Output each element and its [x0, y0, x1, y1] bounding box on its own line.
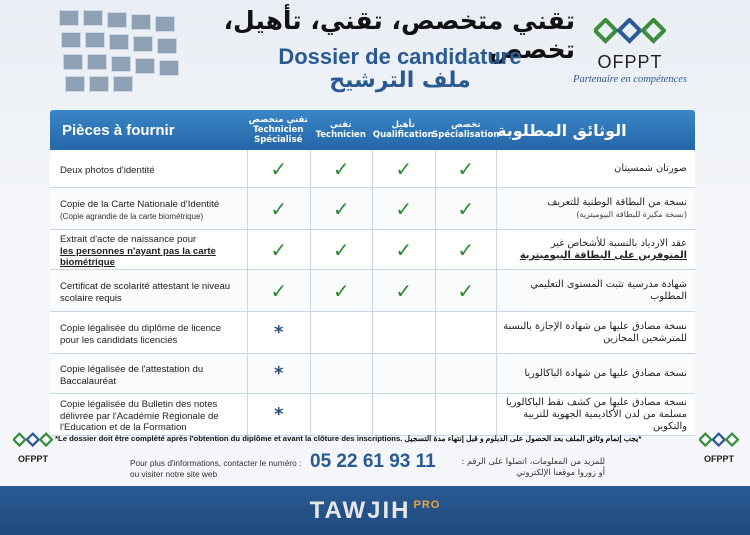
check-mark: ✓: [372, 230, 435, 269]
col-technicien-specialise: تقني متخصص Technicien Spécialisé: [248, 115, 308, 145]
row-text-ar: صورتان شمسيتان: [614, 162, 687, 174]
title-arabic: تقني متخصص، تقني، تأهيل، تخصص: [223, 6, 575, 64]
table-row: [50, 394, 695, 436]
row-text-fr: Copie légalisée de l'attestation du Baccalauréat: [60, 364, 204, 387]
empty-cell: [435, 312, 498, 353]
empty-cell: [372, 394, 435, 435]
empty-cell: [435, 354, 498, 393]
brand-tagline: Partenaire en compétences: [573, 74, 687, 85]
row-text-ar: نسخة مصادق عليها من كشف نقط الباكالوريا مسلمة من لدن الأكاديمية الجهوية للتربية والتكوين: [506, 396, 687, 432]
ofppt-small-logo-right: [692, 432, 746, 472]
row-text-ar: نسخة من البطاقة الوطنية للتعريف: [547, 196, 687, 208]
empty-cell: [310, 394, 373, 435]
row-text-fr: Deux photos d'identité: [60, 164, 155, 176]
table-row: [50, 188, 695, 230]
check-mark: ✓: [247, 230, 310, 269]
row-text-ar: شهادة مدرسية تثبت المستوى التعليمي المطلوب: [530, 278, 687, 302]
ofppt-small-logo-left: [6, 432, 60, 472]
check-mark: ✓: [372, 270, 435, 311]
title-french: Dossier de candidature: [278, 44, 522, 69]
check-mark: ✓: [435, 230, 498, 269]
header-documents-ar: الوثائق المطلوبة: [497, 120, 627, 140]
asterisk-mark: *: [247, 312, 310, 353]
row-text-fr: Copie de la Carte Nationale d'Identité: [60, 199, 220, 210]
table-row: [50, 270, 695, 312]
check-mark: ✓: [247, 188, 310, 229]
subtitle-arabic: ملف الترشيح: [329, 68, 471, 93]
row-text-fr: Copie légalisée du diplôme de licence pour les candidats licenciés: [60, 323, 222, 346]
empty-cell: [372, 312, 435, 353]
check-mark: ✓: [310, 230, 373, 269]
check-mark: ✓: [435, 150, 498, 187]
header-pieces: Pièces à fournir: [62, 121, 175, 139]
check-mark: ✓: [247, 150, 310, 187]
tawjih-watermark: TAWJIH PRO: [309, 496, 441, 524]
bottom-bar: [0, 486, 750, 535]
col-qualification: تأهيل Qualification: [372, 120, 434, 140]
row-text-ar: عقد الازدياد بالنسبة للأشخاص غير: [550, 237, 687, 249]
empty-cell: [435, 394, 498, 435]
col-technicien: تقني Technicien: [315, 120, 366, 140]
row-text-fr: Extrait d'acte de naissance pour: [60, 234, 197, 246]
check-mark: ✓: [372, 188, 435, 229]
row-text-fr: Certificat de scolarité attestant le niveau scolaire requis: [60, 281, 231, 304]
photo-collage: [55, 6, 185, 96]
asterisk-mark: *: [247, 354, 310, 393]
row-subtext-fr: (Copie agrandie de la carte biométrique): [60, 211, 204, 221]
check-mark: ✓: [310, 150, 373, 187]
contact-info-ar: للمزيد من المعلومات، اتصلوا على الرقم : أو زوروا موقعنا الإلكتروني: [461, 456, 605, 477]
small-logo-name: OFPPT: [17, 454, 48, 464]
ofppt-logo-icon: [699, 432, 739, 450]
small-logo-name: OFPPT: [703, 454, 734, 464]
row-text-ar: نسخة مصادق عليها من شهادة الإجازة بالنسبة للمترشحين المجازين: [503, 320, 687, 344]
ofppt-brand: [565, 18, 695, 98]
row-text-ar: نسخة مصادق عليها من شهادة الباكالوريا: [524, 367, 687, 379]
table-header: [50, 110, 695, 150]
ofppt-logo-icon: [13, 432, 53, 450]
table-row: [50, 312, 695, 354]
row-text-fr: Copie légalisée du Bulletin des notes délivrée par l'Académie Régionale de l'Education et de la Formation: [60, 399, 219, 434]
check-mark: ✓: [372, 150, 435, 187]
empty-cell: [372, 354, 435, 393]
row-subtext-fr: les personnes n'ayant pas la carte biométrique: [60, 245, 216, 269]
col-specialisation: تخصص Spécialisation: [432, 120, 500, 140]
check-mark: ✓: [247, 270, 310, 311]
check-mark: ✓: [435, 188, 498, 229]
table-row: [50, 150, 695, 188]
phone-number: 05 22 61 93 11: [310, 451, 436, 472]
row-subtext-ar: المتوفرين على البطاقة البيوميترية: [519, 249, 687, 261]
brand-name: OFPPT: [597, 52, 663, 72]
contact-info-fr: Pour plus d'informations, contacter le numéro : ou visiter notre site web: [130, 458, 302, 479]
check-mark: ✓: [310, 270, 373, 311]
table-row: [50, 354, 695, 394]
check-mark: ✓: [435, 270, 498, 311]
asterisk-mark: *: [247, 394, 310, 435]
empty-cell: [310, 312, 373, 353]
row-subtext-ar: (نسخة مكبرة للبطاقة البيوميترية): [576, 209, 687, 219]
dossier-note: *Le dossier doit être complété après l'obtention du diplôme et avant la clôture des inscriptions. يجب إتمام وثائق الملف بعد الحصول على الدبلوم و قبل إنتهاء مدة التسجيل*: [55, 434, 642, 443]
ofppt-logo-icon: [594, 18, 666, 48]
empty-cell: [310, 354, 373, 393]
requirements-table: [50, 110, 695, 436]
table-row: [50, 230, 695, 270]
check-mark: ✓: [310, 188, 373, 229]
